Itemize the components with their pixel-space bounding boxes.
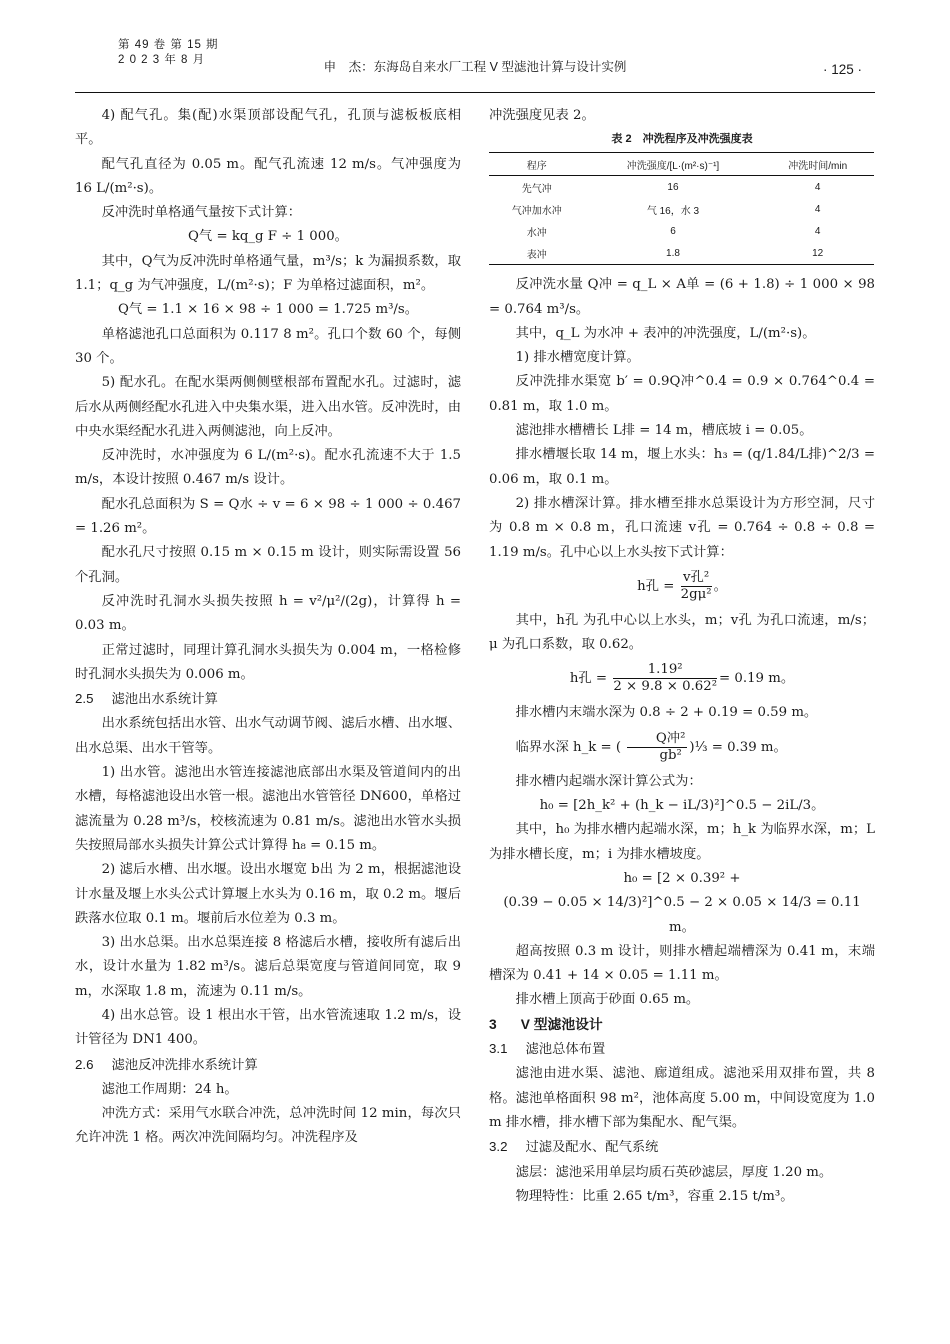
section-heading-2-5 (75, 687, 461, 712)
paragraph: 1) 排水槽宽度计算。 (515, 350, 640, 366)
equation: h₀ = [2h_k² + (h_k − iL/3)²]^0.5 − 2iL/3。 (539, 798, 825, 814)
paragraph: 出水系统包括出水管、出水气动调节阀、滤后水槽、出水堰、出水总渠、出水干管等。 (75, 716, 461, 756)
paragraph: 1) 出水管。滤池出水管连接滤池底部出水渠及管道间内的出水槽，每格滤池设出水管一根。滤池出水管管径 DN600，单格过滤流量为 0.28 m³/s，校核流速为 0.81 m/s。滤池出水管水头损失按照局部水头损失计算公式计算得 h₈ = 0.15 m。 (75, 765, 461, 853)
denominator: 2gμ² (680, 586, 712, 602)
section-title: 过滤及配水、配气系统 (525, 1140, 659, 1156)
equation: Q气 = 1.1 × 16 × 98 ÷ 1 000 = 1.725 m³/s。 (117, 302, 419, 318)
table-cell: 水冲 (526, 227, 547, 239)
paragraph: 5) 配水孔。在配水渠两侧侧壁根部布置配水孔。过滤时，滤后水从两侧经配水孔进入中央集水渠，进入出水管。反冲洗时，由中央水渠经配水孔进入两侧滤池，向上反冲。 (75, 375, 461, 439)
page-number: · 125 · (822, 62, 862, 77)
right-column (489, 104, 875, 1209)
paragraph: 排水槽堰长取 14 m，堰上水头：h₃ = (q/1.84/L排)^2/3 = 0.06 m，取 0.1 m。 (489, 447, 875, 487)
fraction (627, 731, 687, 764)
table-caption: 表 2 冲洗程序及冲洗强度表 (611, 133, 753, 146)
fraction (681, 570, 712, 603)
table-row (489, 242, 874, 265)
paragraph: 反冲洗时单格通气量按下式计算： (101, 205, 302, 221)
equation-end: )⅓ = 0.39 m。 (689, 739, 787, 755)
section-title: 滤池反冲洗排水系统计算 (111, 1057, 258, 1073)
equation: (0.39 − 0.05 × 14/3)²]^0.5 − 2 × 0.05 × 14/3 = 0.11 m。 (503, 895, 861, 935)
fraction (613, 662, 717, 695)
paragraph: 排水槽内起端水深计算公式为： (515, 773, 702, 789)
column-header: 冲洗时间/min (788, 160, 848, 172)
section-number: 3.1 (489, 1041, 508, 1057)
section-number: 3.2 (489, 1139, 508, 1155)
paragraph: 4) 出水总管。设 1 根出水干管，出水管流速取 1.2 m/s，设计管径为 DN1 400。 (75, 1007, 461, 1048)
equation-end: 。 (713, 578, 727, 594)
equation-orifice-head (489, 565, 875, 609)
column-header: 程序 (526, 160, 547, 172)
table-cell: 12 (812, 247, 824, 259)
paragraph: 物理特性：比重 2.65 t/m³，容重 2.15 t/m³。 (515, 1188, 794, 1204)
paragraph: 反冲洗水量 Q冲 = q_L × A单 = (6 + 1.8) ÷ 1 000 × 98 = 0.764 m³/s。 (489, 277, 875, 317)
paragraph: 超高按照 0.3 m 设计，则排水槽起端槽深为 0.41 m，末端槽深为 0.41 + 14 × 0.05 = 1.11 m。 (489, 943, 875, 984)
paragraph: 单格滤池孔口总面积为 0.117 8 m²。孔口个数 60 个，每侧 30 个。 (75, 326, 461, 366)
paragraph: 其中，q_L 为水冲 + 表冲的冲洗强度，L/(m²·s)。 (515, 325, 816, 341)
paragraph: 冲洗强度见表 2。 (489, 108, 595, 123)
table-cell: 4 (814, 225, 821, 237)
issue-date: 2 0 2 3 年 8 月 (118, 54, 206, 66)
left-column (75, 104, 461, 1151)
section-heading-3 (489, 1013, 875, 1037)
paragraph: 其中，h孔 为孔中心以上水头，m；v孔 为孔口流速，m/s；μ 为孔口系数，取 0.62。 (489, 612, 875, 653)
paragraph: 滤池排水槽槽长 L排 = 14 m，槽底坡 i = 0.05。 (515, 423, 813, 439)
header-rule (75, 92, 875, 93)
paragraph: 正常过滤时，同理计算孔洞水头损失为 0.004 m，一格检修时孔洞水头损失为 0.006 m。 (75, 642, 461, 682)
table-cell: 先气冲 (521, 183, 552, 195)
equation-lhs: h孔 = (637, 578, 675, 594)
paragraph: 配气孔直径为 0.05 m。配气孔流速 12 m/s。气冲强度为 16 L/(m²·s)。 (75, 156, 461, 196)
denominator: 2 × 9.8 × 0.62² (613, 679, 718, 695)
section-heading-2-6 (75, 1053, 461, 1078)
section-heading-3-2 (489, 1135, 875, 1160)
equation-end: = 0.19 m。 (719, 671, 795, 687)
equation-lhs: 临界水深 h_k = ( (515, 739, 622, 755)
paragraph: 反冲洗时，水冲强度为 6 L/(m²·s)。配水孔流速不大于 1.5 m/s，本设计按照 0.467 m/s 设计。 (75, 448, 461, 488)
equation: h₀ = [2 × 0.39² + (623, 870, 741, 886)
numerator: 1.19² (613, 662, 717, 679)
table-cell: 表冲 (526, 249, 547, 261)
section-title: 滤池总体布置 (525, 1042, 606, 1058)
paragraph: 3) 出水总渠。出水总渠连接 8 格滤后水槽，接收所有滤后出水，设计水量为 1.82 m³/s。滤后总渠宽度与管道间同宽，取 9 m，水深取 1.8 m，流速为 0.11 m/s。 (75, 935, 461, 999)
paragraph: 滤池工作周期：24 h。 (101, 1081, 238, 1097)
table-cell: 6 (670, 225, 676, 237)
paragraph: 4) 配气孔。集(配)水渠顶部设配气孔，孔顶与滤板板底相平。 (75, 108, 461, 148)
paragraph: 排水槽上顶高于砂面 0.65 m。 (515, 992, 700, 1008)
table-row (489, 176, 874, 199)
section-title: V 型滤池设计 (520, 1016, 603, 1032)
table-cell: 16 (667, 181, 679, 193)
paragraph: 滤池由进水渠、滤池、廊道组成。滤池采用双排布置，共 8 格。滤池单格面积 98 m²，池体高度 5.00 m，中间设宽度为 1.0 m 排水槽，排水槽下部为集配水、配气渠。 (489, 1066, 875, 1130)
running-title: 申 杰：东海岛自来水厂工程 V 型滤池计算与设计实例 (323, 60, 627, 74)
equation-orifice-head-value (489, 657, 875, 701)
paragraph: 其中，Q气为反冲洗时单格通气量，m³/s；k 为漏损系数，取 1.1；q_g 为气冲强度，L/(m²·s)；F 为单格过滤面积，m²。 (75, 253, 461, 294)
paragraph: 反冲洗排水渠宽 b′ = 0.9Q冲^0.4 = 0.9 × 0.764^0.4 = 0.81 m，取 1.0 m。 (489, 374, 875, 414)
paragraph: 滤层：滤池采用单层均质石英砂滤层，厚度 1.20 m。 (515, 1164, 833, 1180)
wash-program-table (489, 152, 874, 265)
paragraph: 2) 排水槽深计算。排水槽至排水总渠设计为方形空洞，尺寸为 0.8 m × 0.8 m，孔口流速 v孔 = 0.764 ÷ 0.8 ÷ 0.8 = 1.19 m/s。孔中心以上水头按下式计算： (489, 495, 875, 560)
table-cell: 4 (814, 203, 821, 215)
table-header-row (489, 153, 874, 176)
table-cell: 4 (814, 181, 821, 193)
numerator: Q冲² (627, 731, 687, 748)
denominator: gb² (659, 747, 682, 763)
section-number: 2.6 (75, 1056, 94, 1072)
paragraph: 排水槽内末端水深为 0.8 ÷ 2 + 0.19 = 0.59 m。 (515, 705, 818, 721)
numerator: v孔² (681, 570, 712, 587)
section-number: 3 (489, 1016, 497, 1032)
paragraph: 配水孔尺寸按照 0.15 m × 0.15 m 设计，则实际需设置 56 个孔洞。 (75, 545, 461, 585)
paragraph: 反冲洗时孔洞水头损失按照 h = v²/μ²/(2g)，计算得 h = 0.03 m。 (75, 593, 461, 634)
column-header: 冲洗强度/[L·(m²·s)⁻¹] (626, 160, 720, 172)
equation: Q气 = kq_g F ÷ 1 000。 (188, 229, 348, 245)
section-number: 2.5 (75, 691, 94, 707)
table-row (489, 220, 874, 242)
equation-lhs: h孔 = (569, 671, 608, 687)
volume-issue: 第 49 卷 第 15 期 (118, 39, 219, 51)
table-cell: 1.8 (666, 247, 680, 259)
table-cell: 气冲加水冲 (511, 205, 562, 217)
paragraph: 2) 滤后水槽、出水堰。设出水堰宽 b出 为 2 m，根据滤池设计水量及堰上水头公式计算堰上水头为 0.16 m，取 0.2 m。堰后跌落水位取 0.1 m。堰前后水位差为 0.3 m。 (75, 862, 461, 926)
paragraph: 配水孔总面积为 S = Q水 ÷ v = 6 × 98 ÷ 1 000 ÷ 0.467 = 1.26 m²。 (75, 496, 461, 537)
section-title: 滤池出水系统计算 (111, 692, 218, 708)
table-cell: 气 16，水 3 (646, 205, 700, 217)
table-row (489, 198, 874, 220)
paragraph: 冲洗方式：采用气水联合冲洗，总冲洗时间 12 min，每次只允许冲洗 1 格。两次冲洗间隔均匀。冲洗程序及 (75, 1106, 461, 1146)
equation-critical-depth (489, 726, 875, 770)
section-heading-3-1 (489, 1037, 875, 1062)
paragraph: 其中，h₀ 为排水槽内起端水深，m；h_k 为临界水深，m；L 为排水槽长度，m；i 为排水槽坡度。 (489, 822, 875, 862)
